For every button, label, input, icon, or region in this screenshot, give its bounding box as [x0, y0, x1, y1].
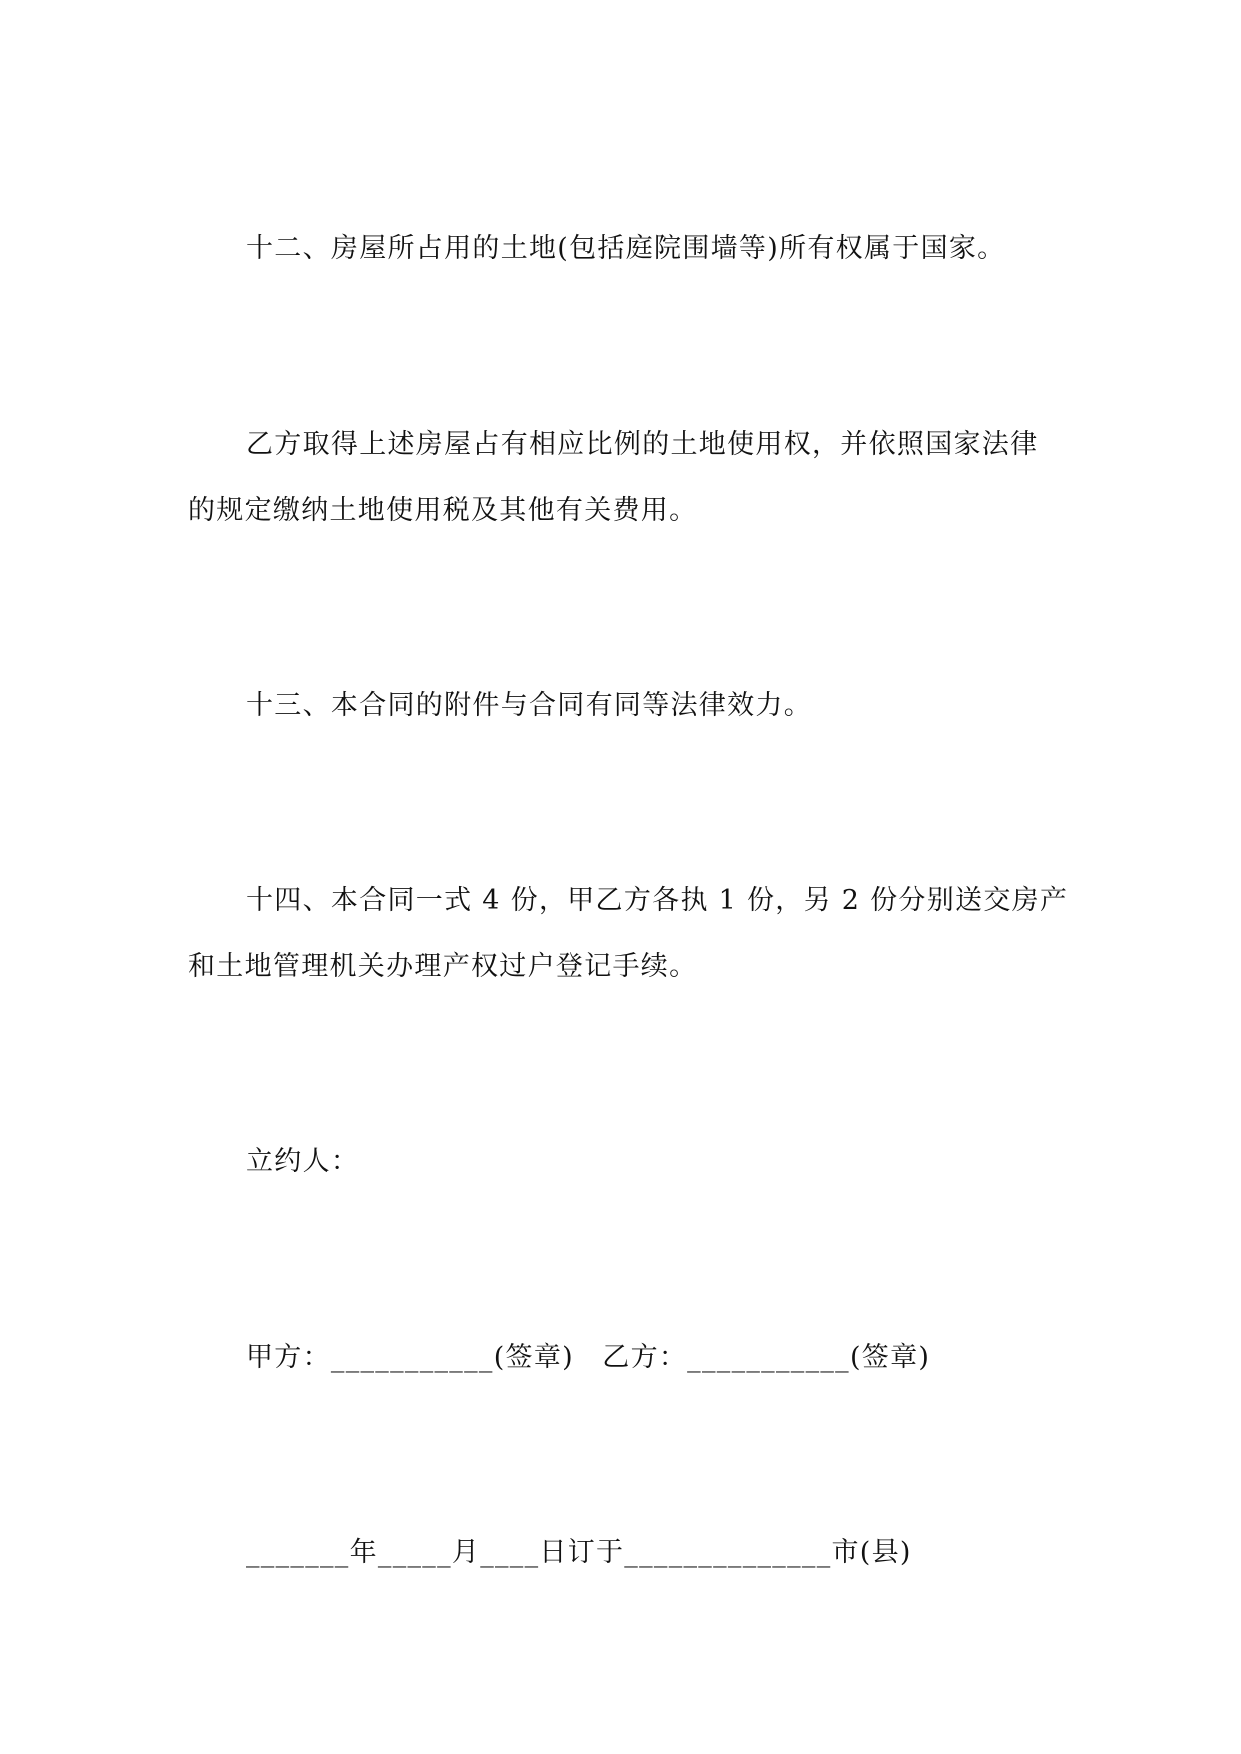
land-use-paragraph-line-2: 的规定缴纳土地使用税及其他有关费用。 [188, 495, 698, 526]
clause-12: 十二、房屋所占用的土地(包括庭院围墙等)所有权属于国家。 [246, 233, 1006, 264]
clause-14-line-1: 十四、本合同一式 4 份，甲乙方各执 1 份，另 2 份分别送交房产 [246, 885, 1069, 916]
clause-14-line-2: 和土地管理机关办理产权过户登记手续。 [188, 951, 698, 982]
date-place-line: _______年_____月____日订于______________市(县) [246, 1537, 912, 1568]
signatories-label: 立约人： [246, 1146, 360, 1177]
signature-line: 甲方：___________(签章) 乙方：___________(签章) [246, 1342, 931, 1373]
land-use-paragraph-line-1: 乙方取得上述房屋占有相应比例的土地使用权，并依照国家法律 [246, 429, 1039, 460]
clause-13: 十三、本合同的附件与合同有同等法律效力。 [246, 690, 812, 721]
